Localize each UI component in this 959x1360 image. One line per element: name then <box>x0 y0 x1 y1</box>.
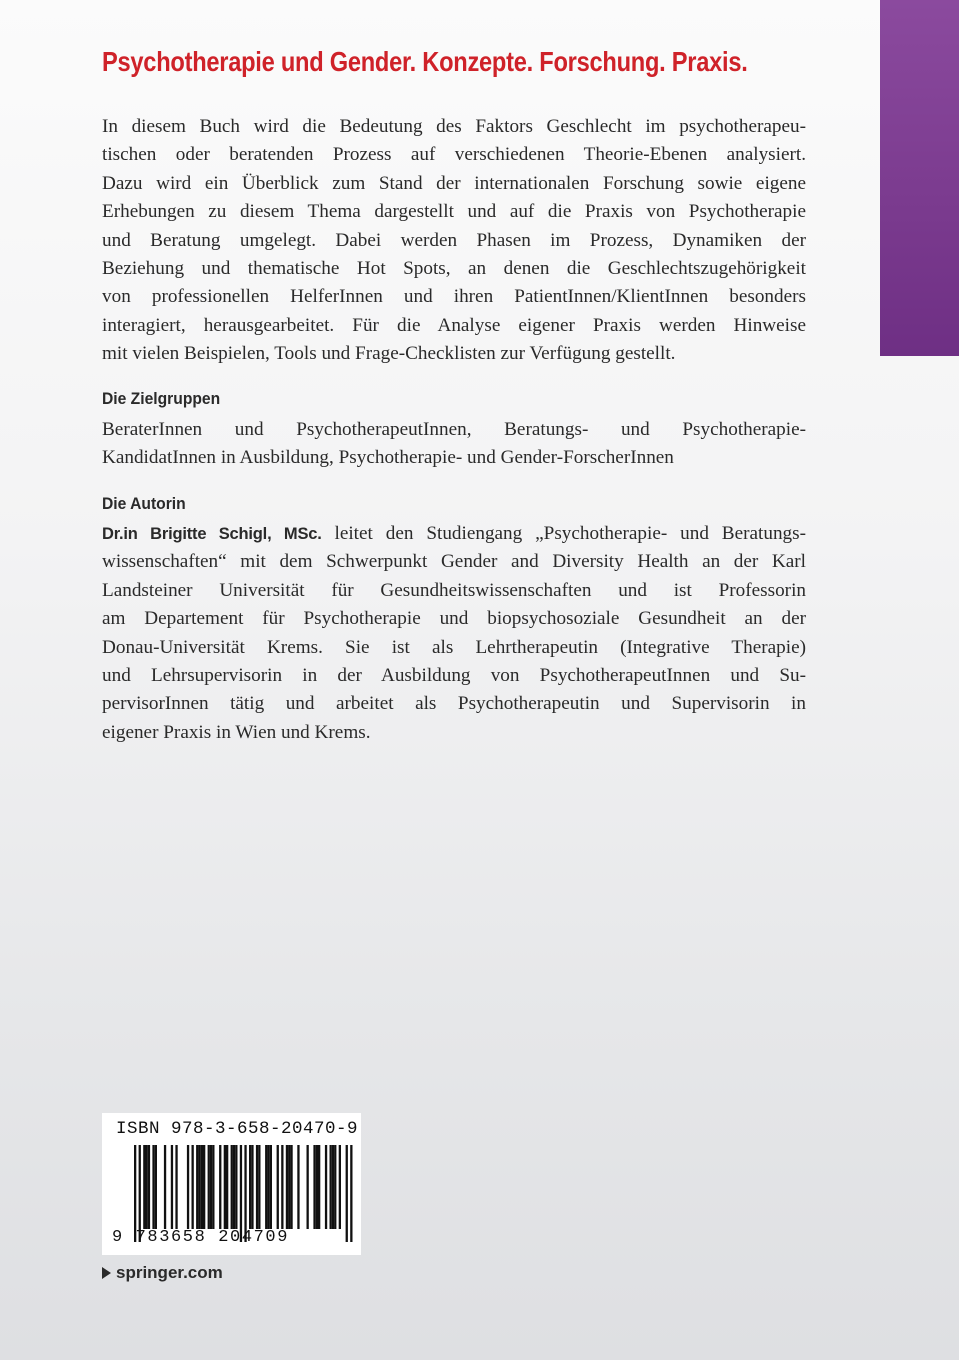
barcode-bar <box>235 1145 237 1229</box>
isbn-label: ISBN 978-3-658-20470-9 <box>116 1119 359 1139</box>
text-line: eigener Praxis in Wien und Krems. <box>102 721 371 743</box>
text-line: Dazu wird ein Überblick zum Stand der internationalen Forschung sowie eigene <box>102 172 806 194</box>
text-line: Beziehung und thematische Hot Spots, an denen die Geschlechtszugehörigkeit <box>102 258 806 280</box>
author-bio-line <box>102 520 806 548</box>
play-arrow-icon <box>102 1267 111 1279</box>
website-label: springer.com <box>116 1263 223 1282</box>
barcode-bar <box>277 1145 279 1229</box>
barcode-bar <box>330 1145 332 1229</box>
barcode-bar <box>164 1145 166 1229</box>
text-line: interagiert, herausgearbeitet. Für die Analyse eigener Praxis werden Hinweise <box>102 314 806 336</box>
barcode-bar <box>267 1145 269 1229</box>
barcode-bar <box>316 1145 318 1229</box>
barcode-bar <box>148 1145 150 1229</box>
author-bio-first-line: leitet den Studiengang „Psychotherapie- und Beratungs- <box>321 523 806 544</box>
barcode-bar <box>226 1145 228 1229</box>
text-line: Landsteiner Universität für Gesundheitswissenschaften und ist Professorin <box>102 579 806 601</box>
text-line: BeraterInnen und PsychotherapeutInnen, Beratungs- und Psychotherapie- <box>102 419 806 440</box>
barcode-bar <box>192 1145 194 1229</box>
barcode-bar <box>219 1145 221 1229</box>
publisher-website[interactable] <box>102 1263 223 1283</box>
barcode-bar <box>196 1145 198 1229</box>
barcode-bar <box>332 1145 334 1229</box>
author-name: Dr.in Brigitte Schigl, MSc. <box>102 525 322 543</box>
target-group-heading: Die Zielgruppen <box>102 389 221 408</box>
barcode-bar <box>288 1145 290 1229</box>
barcode-bar <box>339 1145 341 1229</box>
barcode-bar <box>249 1145 251 1229</box>
barcode-bar <box>152 1145 154 1229</box>
barcode-bar <box>201 1145 203 1229</box>
book-description <box>102 113 806 369</box>
barcode-bar <box>350 1145 352 1242</box>
barcode-bar <box>334 1145 336 1229</box>
barcode-bar <box>146 1145 148 1229</box>
barcode-bar <box>224 1145 226 1229</box>
text-line: mit vielen Beispielen, Tools und Frage-Checklisten zur Verfügung gestellt. <box>102 343 676 365</box>
barcode-bar <box>143 1145 145 1229</box>
author-heading: Die Autorin <box>102 494 186 513</box>
barcode-bar <box>318 1145 320 1229</box>
ean-digits: 9 783658 204709 <box>112 1228 290 1247</box>
barcode-bar <box>325 1145 327 1229</box>
barcode-bar <box>297 1145 299 1229</box>
text-line: am Departement für Psychotherapie und biopsychosoziale Gesundheit an der <box>102 608 806 630</box>
barcode-bar <box>286 1145 288 1229</box>
barcode-bar <box>290 1145 292 1229</box>
barcode-bar <box>281 1145 283 1229</box>
author-bio <box>102 520 806 747</box>
text-line: tischen oder beratenden Prozess auf verschiedenen Theorie-Ebenen analysiert. <box>102 144 806 166</box>
text-line: wissenschaften“ mit dem Schwerpunkt Gender and Diversity Health an der Karl <box>102 551 806 573</box>
barcode-bar <box>212 1145 214 1229</box>
text-line: und Lehrsupervisorin in der Ausbildung von PsychotherapeutInnen und Su- <box>102 665 806 687</box>
target-group-text <box>102 416 806 473</box>
barcode-bar <box>258 1145 260 1229</box>
barcode-bar <box>210 1145 212 1229</box>
barcode-bar <box>346 1145 348 1242</box>
barcode-bar <box>175 1145 177 1229</box>
text-line: Erhebungen zu diesem Thema dargestellt und auf die Praxis von Psychotherapie <box>102 201 806 223</box>
barcode-bar <box>231 1145 233 1229</box>
text-line: pervisorInnen tätig und arbeitet als Psychotherapeutin und Supervisorin in <box>102 693 806 715</box>
isbn-barcode <box>102 1113 361 1255</box>
barcode-bar <box>251 1145 253 1229</box>
text-line: Donau-Universität Krems. Sie ist als Lehrtherapeutin (Integrative Therapie) <box>102 636 806 658</box>
barcode-bar <box>203 1145 205 1229</box>
text-line: und Beratung umgelegt. Dabei werden Phasen im Prozess, Dynamiken der <box>102 229 806 251</box>
barcode-bar <box>171 1145 173 1229</box>
barcode-bar <box>198 1145 200 1229</box>
barcode-bar <box>208 1145 210 1229</box>
text-line: von professionellen HelferInnen und ihren PatientInnen/KlientInnen besonders <box>102 286 806 308</box>
barcode-bar <box>256 1145 258 1229</box>
barcode-bar <box>187 1145 189 1229</box>
barcode-bar <box>233 1145 235 1229</box>
text-line: KandidatInnen in Ausbildung, Psychotherapie- und Gender-ForscherInnen <box>102 447 674 469</box>
purple-edge-tab <box>880 0 959 356</box>
book-title: Psychotherapie und Gender. Konzepte. Forschung. Praxis. <box>102 46 748 77</box>
barcode-bar <box>265 1145 267 1229</box>
barcode-bar <box>307 1145 309 1229</box>
barcode-bar <box>313 1145 315 1229</box>
barcode-bar <box>155 1145 157 1229</box>
barcode-bar <box>270 1145 272 1229</box>
text-line: In diesem Buch wird die Bedeutung des Faktors Geschlecht im psychotherapeu- <box>102 116 806 137</box>
